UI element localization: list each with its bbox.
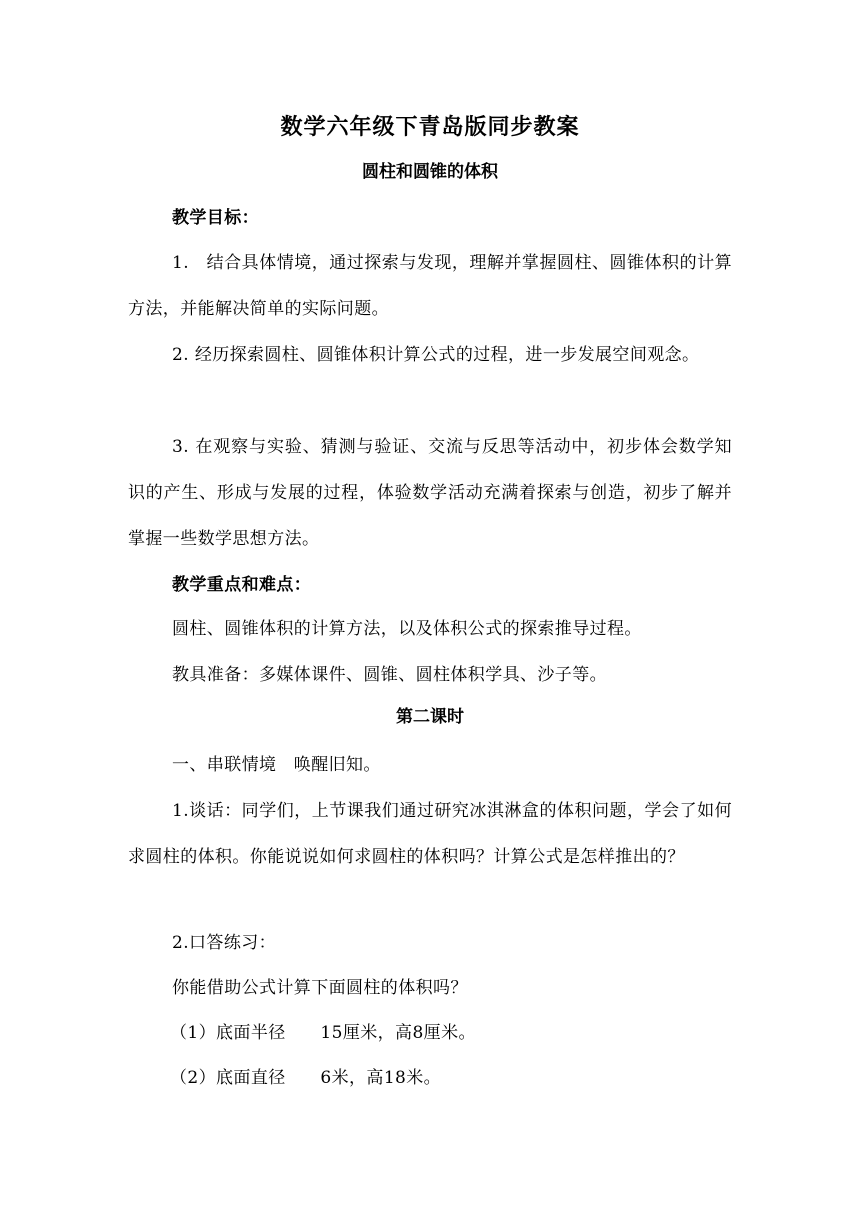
goal-1: 1. 结合具体情境，通过探索与发现，理解并掌握圆柱、圆锥体积的计算方法，并能解决简单的实际问题。 (128, 253, 732, 319)
lesson-heading: 第二课时 (396, 707, 464, 727)
talk-paragraph: 1.谈话：同学们，上节课我们通过研究冰淇淋盒的体积问题，学会了如何求圆柱的体积。你能说说如何求圆柱的体积吗？计算公式是怎样推出的？ (128, 801, 732, 867)
document-subtitle: 圆柱和圆锥的体积 (362, 162, 498, 182)
goal-2: 2. 经历探索圆柱、圆锥体积计算公式的过程，进一步发展空间观念。 (172, 345, 700, 365)
materials-text: 教具准备：多媒体课件、圆锥、圆柱体积学具、沙子等。 (172, 665, 607, 685)
goal-3: 3. 在观察与实验、猜测与验证、交流与反思等活动中，初步体会数学知识的产生、形成与发展的过程，体验数学活动充满着探索与创造，初步了解并掌握一些数学思想方法。 (128, 437, 732, 549)
practice-item-1: （1）底面半径 15厘米，高8厘米。 (170, 1023, 476, 1043)
keypoints-heading: 教学重点和难点： (172, 575, 312, 595)
practice-item-2: （2）底面直径 6米，高18米。 (170, 1068, 442, 1088)
practice-question: 你能借助公式计算下面圆柱的体积吗？ (172, 978, 468, 998)
section-1-heading: 一、串联情境 唤醒旧知。 (172, 755, 381, 775)
goals-heading: 教学目标： (172, 208, 259, 228)
oral-practice-heading: 2.口答练习： (172, 933, 277, 953)
document-title: 数学六年级下青岛版同步教案 (280, 115, 580, 140)
keypoints-text: 圆柱、圆锥体积的计算方法，以及体积公式的探索推导过程。 (172, 619, 642, 639)
